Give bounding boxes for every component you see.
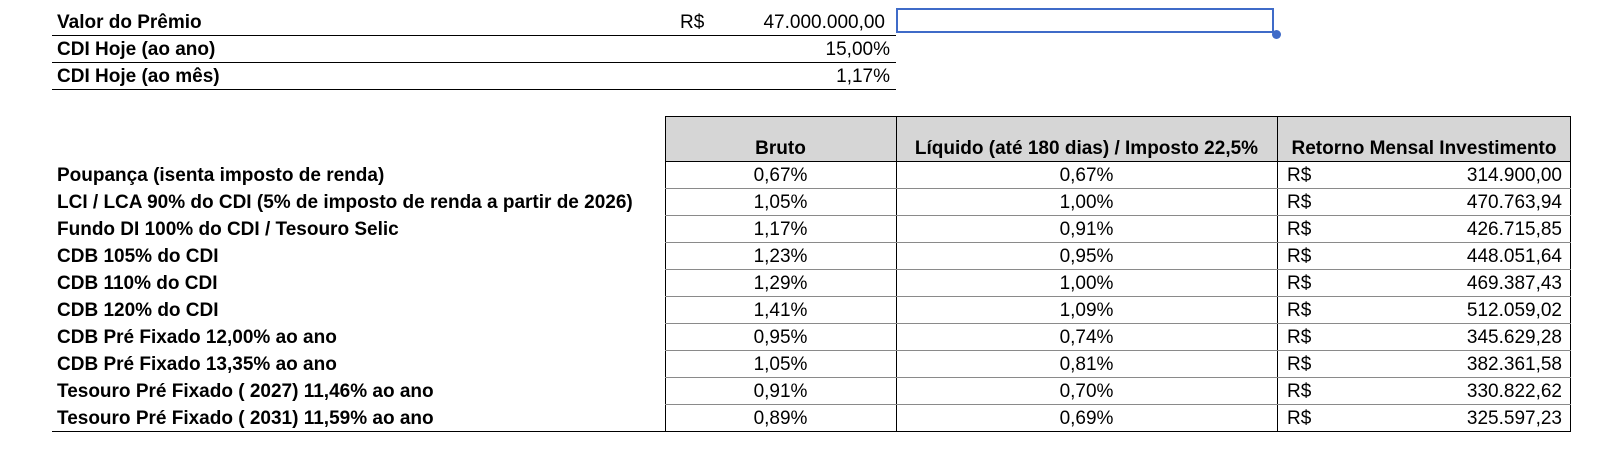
bruto-cell[interactable]: 1,05%: [753, 354, 808, 375]
currency-cell[interactable]: R$: [1287, 300, 1312, 321]
row-name-cell[interactable]: CDB 105% do CDI: [57, 246, 219, 267]
table-row: [0, 405, 1600, 432]
premio-value[interactable]: 47.000.000,00: [763, 12, 885, 33]
row-name-cell[interactable]: CDB Pré Fixado 13,35% ao ano: [57, 354, 337, 375]
bruto-cell[interactable]: 1,41%: [753, 300, 808, 321]
underline-cdi-mes: [52, 89, 896, 90]
bruto-cell[interactable]: 1,29%: [753, 273, 808, 294]
table-row: [0, 189, 1600, 216]
liquido-cell[interactable]: 1,00%: [1059, 192, 1114, 213]
liquido-cell[interactable]: 0,74%: [1059, 327, 1114, 348]
retorno-cell[interactable]: 325.597,23: [1466, 408, 1562, 429]
table-row: [0, 297, 1600, 324]
row-name-cell[interactable]: Tesouro Pré Fixado ( 2027) 11,46% ao ano: [57, 381, 434, 402]
retorno-cell[interactable]: 448.051,64: [1466, 246, 1562, 267]
cdi-mes-value[interactable]: 1,17%: [836, 66, 890, 87]
retorno-cell[interactable]: 426.715,85: [1466, 219, 1562, 240]
retorno-cell[interactable]: 470.763,94: [1466, 192, 1562, 213]
table-row: [0, 270, 1600, 297]
table-row: [0, 378, 1600, 405]
bruto-cell[interactable]: 1,23%: [753, 246, 808, 267]
row-name-cell[interactable]: CDB Pré Fixado 12,00% ao ano: [57, 327, 337, 348]
bruto-cell[interactable]: 1,05%: [753, 192, 808, 213]
liquido-cell[interactable]: 0,81%: [1059, 354, 1114, 375]
table-row: [0, 162, 1600, 189]
row-name-cell[interactable]: Fundo DI 100% do CDI / Tesouro Selic: [57, 219, 399, 240]
liquido-cell[interactable]: 1,00%: [1059, 273, 1114, 294]
row-name-cell[interactable]: Tesouro Pré Fixado ( 2031) 11,59% ao ano: [57, 408, 434, 429]
bruto-cell[interactable]: 1,17%: [753, 219, 808, 240]
row-name-cell[interactable]: LCI / LCA 90% do CDI (5% de imposto de renda a partir de 2026): [57, 192, 633, 213]
liquido-cell[interactable]: 0,91%: [1059, 219, 1114, 240]
cdi-ano-value[interactable]: 15,00%: [825, 39, 890, 60]
cdi-mes-label[interactable]: CDI Hoje (ao mês): [57, 66, 220, 87]
liquido-cell[interactable]: 0,69%: [1059, 408, 1114, 429]
currency-cell[interactable]: R$: [1287, 192, 1312, 213]
header-retorno[interactable]: Retorno Mensal Investimento: [1291, 138, 1557, 159]
currency-cell[interactable]: R$: [1287, 219, 1312, 240]
underline-cdi-ano: [52, 62, 896, 63]
underline-premio: [52, 35, 896, 36]
row-name-cell[interactable]: CDB 110% do CDI: [57, 273, 218, 294]
header-liquido[interactable]: Líquido (até 180 dias) / Imposto 22,5%: [914, 138, 1259, 159]
liquido-cell[interactable]: 0,95%: [1059, 246, 1114, 267]
table-bottom-border: [52, 431, 1571, 432]
fill-handle[interactable]: [1272, 30, 1281, 39]
retorno-cell[interactable]: 382.361,58: [1466, 354, 1562, 375]
bruto-cell[interactable]: 0,95%: [753, 327, 808, 348]
liquido-cell[interactable]: 0,67%: [1059, 165, 1114, 186]
retorno-cell[interactable]: 469.387,43: [1466, 273, 1562, 294]
currency-cell[interactable]: R$: [1287, 408, 1312, 429]
retorno-cell[interactable]: 330.822,62: [1466, 381, 1562, 402]
row-name-cell[interactable]: Poupança (isenta imposto de renda): [57, 165, 385, 186]
table-row: [0, 351, 1600, 378]
table-row: [0, 243, 1600, 270]
currency-cell[interactable]: R$: [1287, 165, 1312, 186]
currency-cell[interactable]: R$: [1287, 381, 1312, 402]
retorno-cell[interactable]: 345.629,28: [1466, 327, 1562, 348]
bruto-cell[interactable]: 0,89%: [753, 408, 808, 429]
selected-cell[interactable]: [896, 8, 1274, 33]
liquido-cell[interactable]: 0,70%: [1059, 381, 1114, 402]
currency-cell[interactable]: R$: [1287, 354, 1312, 375]
table-row: [0, 216, 1600, 243]
currency-cell[interactable]: R$: [1287, 327, 1312, 348]
currency-cell[interactable]: R$: [1287, 246, 1312, 267]
retorno-cell[interactable]: 512.059,02: [1466, 300, 1562, 321]
liquido-cell[interactable]: 1,09%: [1059, 300, 1114, 321]
cdi-ano-label[interactable]: CDI Hoje (ao ano): [57, 39, 216, 60]
header-bruto[interactable]: Bruto: [755, 138, 806, 159]
premio-currency[interactable]: R$: [680, 12, 705, 33]
premio-label[interactable]: Valor do Prêmio: [57, 12, 202, 33]
bruto-cell[interactable]: 0,67%: [753, 165, 808, 186]
row-name-cell[interactable]: CDB 120% do CDI: [57, 300, 219, 321]
retorno-cell[interactable]: 314.900,00: [1466, 165, 1562, 186]
bruto-cell[interactable]: 0,91%: [753, 381, 808, 402]
table-top-border: [665, 116, 1571, 117]
currency-cell[interactable]: R$: [1287, 273, 1312, 294]
table-row: [0, 324, 1600, 351]
